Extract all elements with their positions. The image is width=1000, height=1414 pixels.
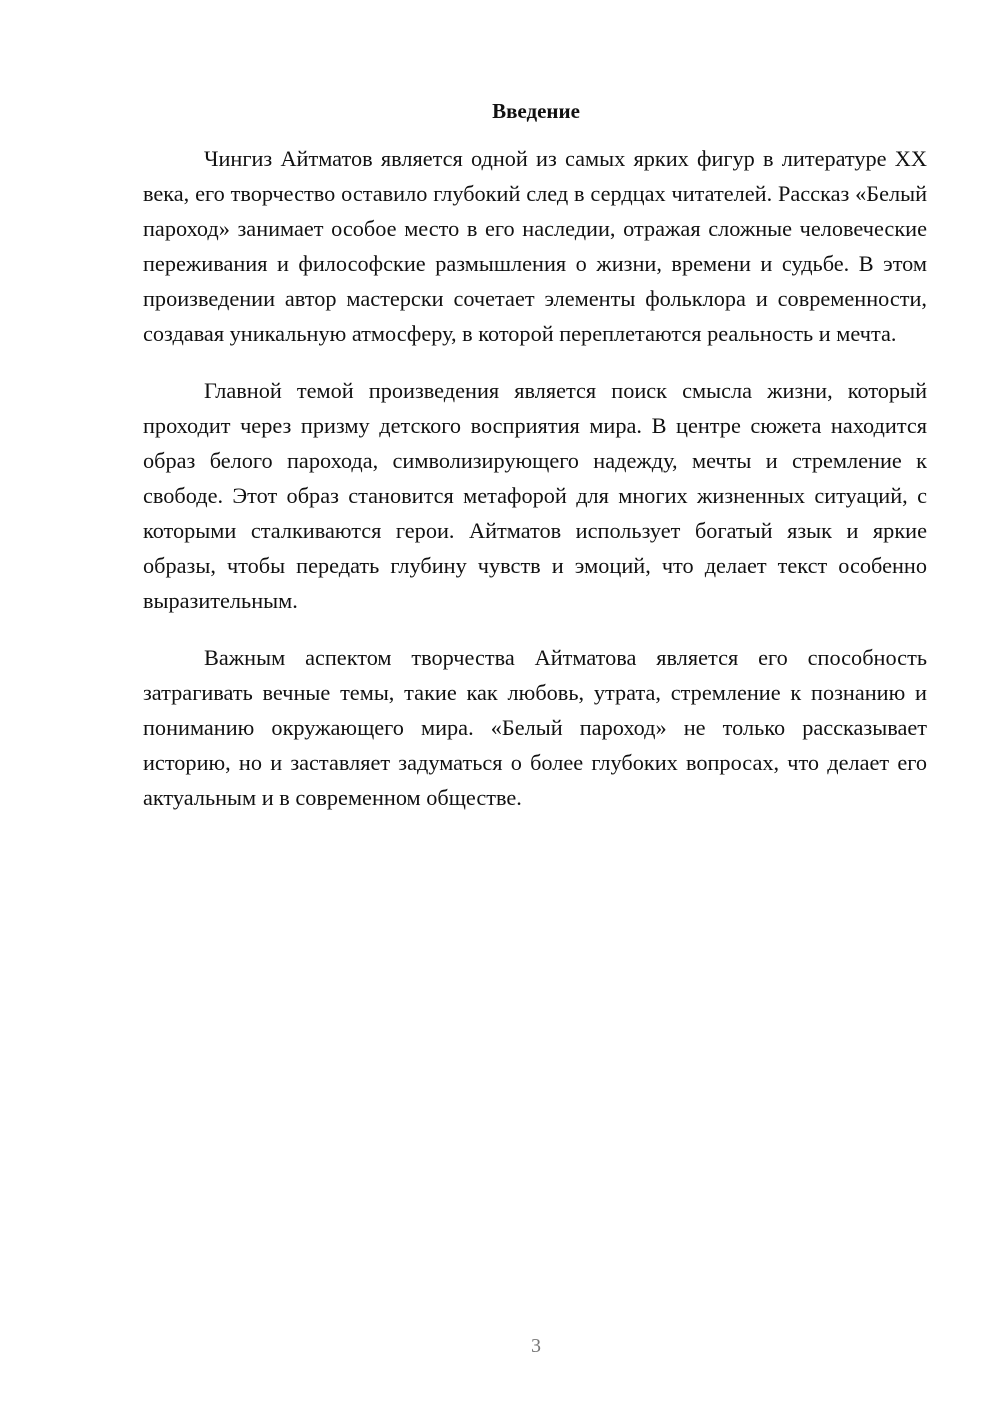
page-number: 3 (531, 1335, 541, 1357)
paragraph-2: Главной темой произведения является поиск смысла жизни, который проходит через призму детского восприятия мира. В центре сюжета находится образ белого парохода, символизирующего надежду, мечты и стремление к свободе. Этот образ становится метафорой для многих жизненных ситуаций, с которыми сталкиваются герои. Айтматов использует богатый язык и яркие образы, чтобы передать глубину чувств и эмоций, что делает текст особенно выразительным. (143, 378, 927, 613)
section-heading: Введение (492, 99, 580, 123)
paragraph-1: Чингиз Айтматов является одной из самых ярких фигур в литературе XX века, его творчество оставило глубокий след в сердцах читателей. Рассказ «Белый пароход» занимает особое место в его наследии, отражая сложные человеческие переживания и философские размышления о жизни, времени и судьбе. В этом произведении автор мастерски сочетает элементы фольклора и современности, создавая уникальную атмосферу, в которой переплетаются реальность и мечта. (143, 146, 927, 346)
body-text (143, 141, 927, 837)
paragraph-3: Важным аспектом творчества Айтматова является его способность затрагивать вечные темы, такие как любовь, утрата, стремление к познанию и пониманию окружающего мира. «Белый пароход» не только рассказывает историю, но и заставляет задуматься о более глубоких вопросах, что делает его актуальным и в современном обществе. (143, 645, 927, 810)
